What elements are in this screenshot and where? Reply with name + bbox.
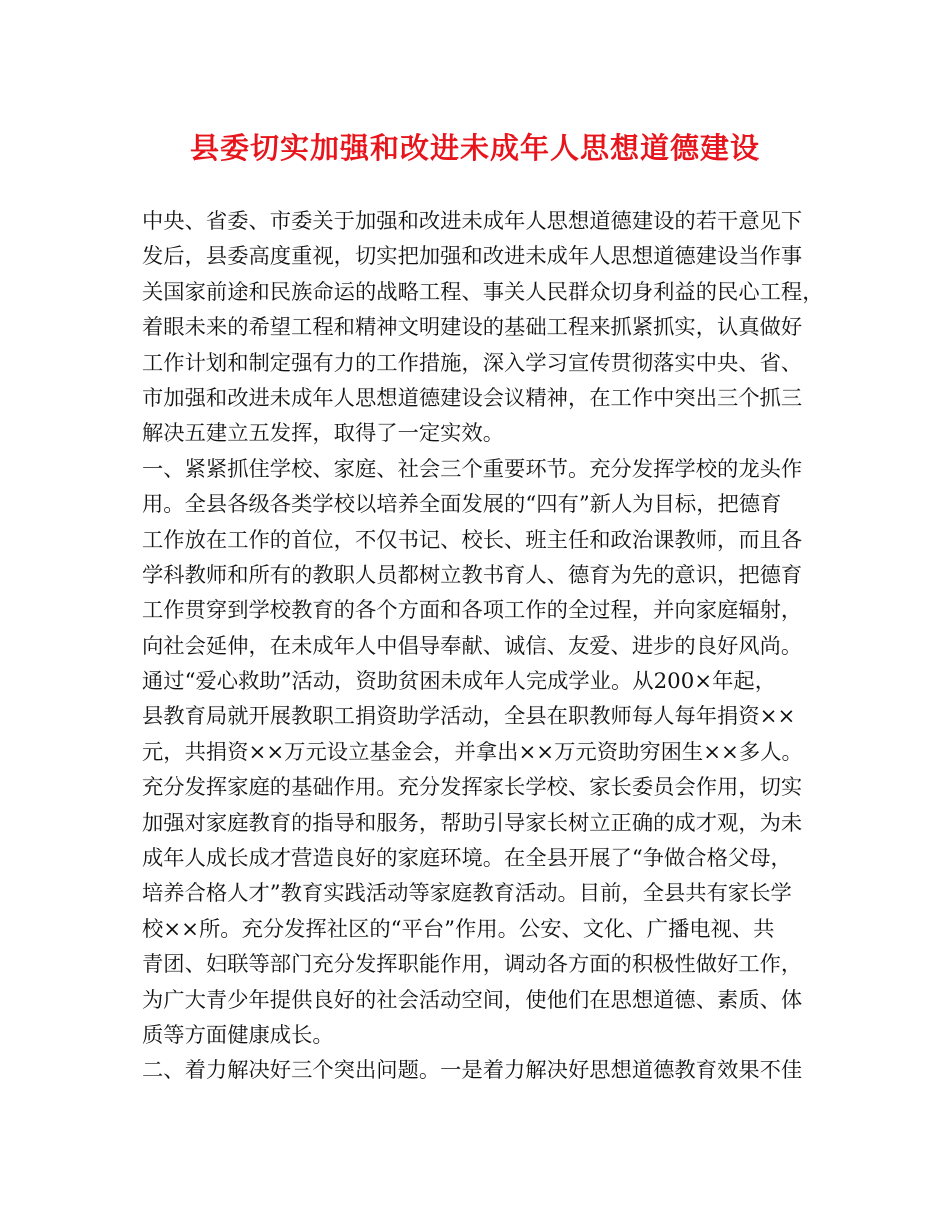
body-line: 成年人成长成才营造良好的家庭环境。在全县开展了“争做合格父母，	[142, 846, 792, 872]
body-line: 通过“爱心救助”活动，资助贫困未成年人完成学业。从200×年起，	[142, 669, 776, 695]
body-line: 发后，县委高度重视，切实把加强和改进未成年人思想道德建设当作事	[142, 244, 803, 270]
body-line: 用。全县各级各类学校以培养全面发展的“四有”新人为目标，把德育	[142, 492, 782, 518]
body-line: 市加强和改进未成年人思想道德建设会议精神，在工作中突出三个抓三	[142, 385, 803, 411]
body-line: 质等方面健康成长。	[142, 1022, 334, 1048]
body-line: 县教育局就开展教职工捐资助学活动，全县在职教师每人每年捐资××	[142, 704, 796, 730]
body-line: 工作计划和制定强有力的工作措施，深入学习宣传贯彻落实中央、省、	[142, 350, 803, 376]
body-line: 中央、省委、市委关于加强和改进未成年人思想道德建设的若干意见下	[142, 209, 803, 234]
body-line: 工作贯穿到学校教育的各个方面和各项工作的全过程，并向家庭辐射，	[142, 598, 803, 624]
body-line: 关国家前途和民族命运的战略工程、事关人民群众切身利益的民心工程，	[142, 279, 824, 305]
body-line: 工作放在工作的首位，不仅书记、校长、班主任和政治课教师，而且各	[142, 527, 803, 553]
body-line: 充分发挥家庭的基础作用。充分发挥家长学校、家长委员会作用，切实	[142, 775, 803, 801]
body-line: 二、着力解决好三个突出问题。一是着力解决好思想道德教育效果不佳	[142, 1058, 803, 1084]
body-line: 学科教师和所有的教职人员都树立教书育人、德育为先的意识，把德育	[142, 562, 803, 588]
body-line: 加强对家庭教育的指导和服务，帮助引导家长树立正确的成才观，为未	[142, 810, 803, 836]
body-line: 着眼未来的希望工程和精神文明建设的基础工程来抓紧抓实，认真做好	[142, 315, 803, 341]
body-line: 校××所。充分发挥社区的“平台”作用。公安、文化、广播电视、共	[142, 916, 775, 942]
body-line: 向社会延伸，在未成年人中倡导奉献、诚信、友爱、进步的良好风尚。	[142, 633, 803, 659]
body-line: 解决五建立五发挥，取得了一定实效。	[142, 421, 505, 447]
document-title: 县委切实加强和改进未成年人思想道德建设	[189, 131, 760, 165]
body-line: 一、紧紧抓住学校、家庭、社会三个重要环节。充分发挥学校的龙头作	[142, 456, 803, 482]
body-line: 元，共捐资××万元设立基金会，并拿出××万元资助穷困生××多人。	[142, 739, 803, 765]
body-line: 青团、妇联等部门充分发挥职能作用，调动各方面的积极性做好工作，	[142, 952, 803, 978]
document-body	[142, 204, 842, 1089]
body-line: 培养合格人才”教育实践活动等家庭教育活动。目前，全县共有家长学	[142, 881, 792, 907]
body-line: 为广大青少年提供良好的社会活动空间，使他们在思想道德、素质、体	[142, 987, 803, 1013]
